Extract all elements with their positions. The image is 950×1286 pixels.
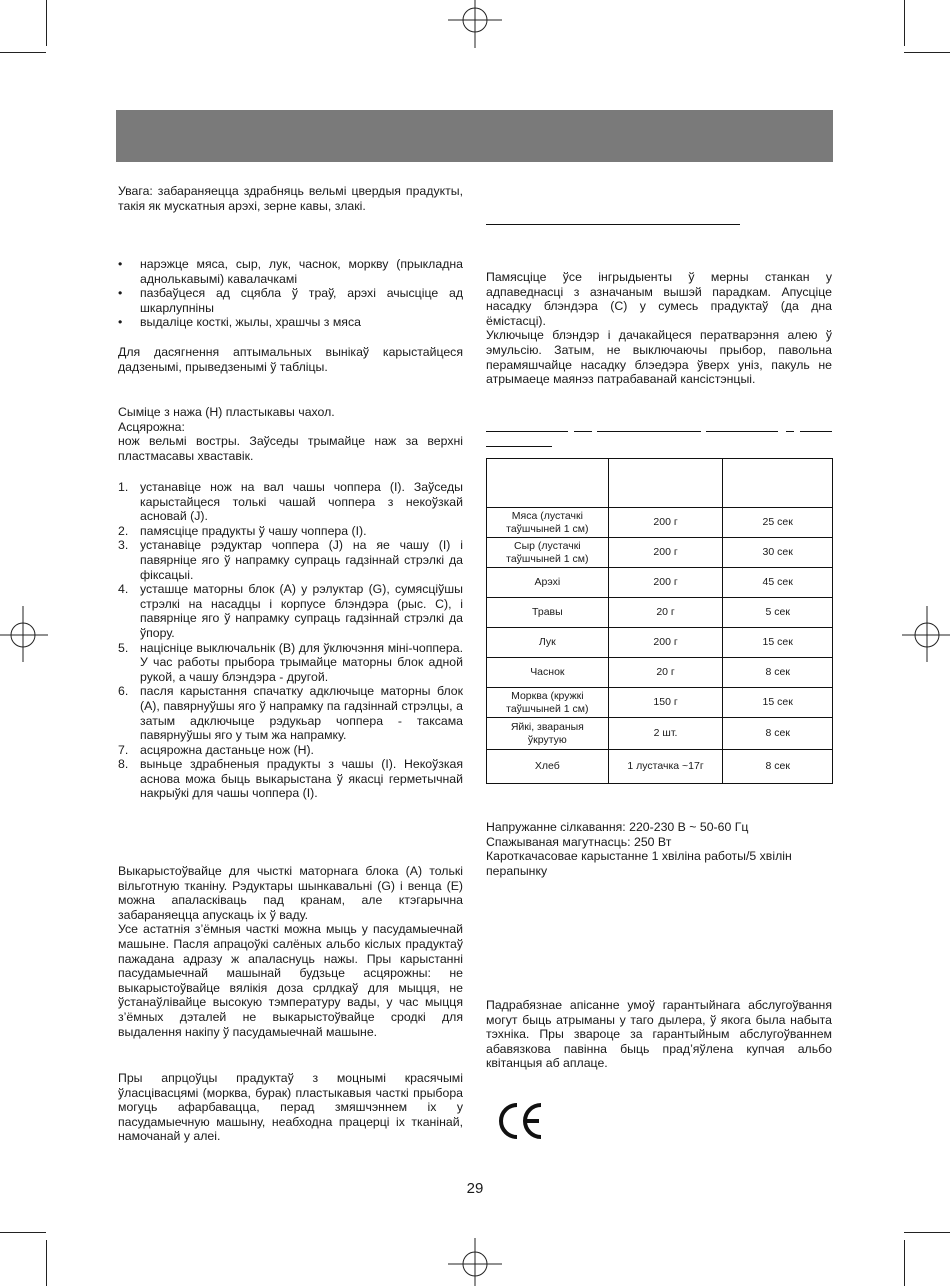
table-cell: 25 сек (723, 508, 833, 538)
table-row (487, 508, 833, 538)
table-cell: 200 г (608, 568, 723, 598)
warranty-section (486, 998, 832, 1071)
crop-mark (904, 1232, 950, 1233)
table-cell: Лук (487, 628, 609, 658)
registration-mark-top (440, 0, 510, 48)
crop-mark (46, 1240, 47, 1286)
chopper-steps (118, 480, 463, 801)
registration-mark-bottom (440, 1238, 510, 1286)
cleaning-text: Выкарыстоўвайце для чысткі маторнага блока (A) толькі вільготную тканіну. Рэдуктары шынкавальні (G) і венца (E) можна апаласківаць пад кранам, але ктэгарычна забараняецца апускаць іх ў ваду. (118, 864, 463, 922)
staining-note (118, 1071, 463, 1144)
duty-cycle-spec: Кароткачасовае карыстанне 1 хвіліна работы/5 хвілін перапынку (486, 849, 792, 878)
table-cell: Хлеб (487, 750, 609, 784)
step-text: устанавіце нож на вал чашы чоппера (I). Заўседы карыстайцеся толькі чашай чоппера з некоўзкай асновай (J). (140, 480, 463, 524)
list-item (118, 743, 463, 758)
list-item (118, 684, 463, 742)
table-cell: Яйкі, звараныя ўкрутую (487, 718, 609, 750)
table-cell: 8 сек (723, 750, 833, 784)
list-item (118, 480, 463, 524)
table-cell: Арэхі (487, 568, 609, 598)
step-number: 2. (118, 523, 129, 538)
ce-mark-icon (497, 1101, 545, 1141)
step-text: націсніце выключальнік (B) для ўключэння міні-чоппера. У час работы прыбора трымайце маторны блок адной рукой, а чашу блэндэра - другой. (140, 640, 463, 684)
left-column (118, 184, 463, 213)
step-number: 5. (118, 640, 129, 655)
table-cell: Часнок (487, 658, 609, 688)
table-reference (118, 345, 463, 374)
table-row (487, 718, 833, 750)
table-row (487, 750, 833, 784)
table-cell: Травы (487, 598, 609, 628)
caution-label: Асцярожна: (118, 419, 185, 434)
step-text: устанавіце рэдуктар чоппера (J) на яе чашу (I) і павярніце яго ў напрамку супраць гадзіннай стрэлкі да фіксацыі. (140, 538, 463, 582)
technical-specs (486, 820, 846, 878)
section-rule (786, 431, 794, 432)
list-item: • выдаліце косткі, жылы, хрaшчы з мяса (118, 315, 463, 330)
mix-step-text: Памясціце ўсе інгрыдыенты ў мерны станкан у адпаведнасці з азначаным вышэй парадкам. Апусціце насадку блэндэра (C) у сумесь прадуктаў (да дна ёмістасці). (486, 270, 832, 328)
table-header-cell (487, 459, 609, 508)
crop-mark (904, 1240, 905, 1286)
table-header-row (487, 459, 833, 508)
caution-text: нож вельмі востры. Заўседы трымайце наж за верхні пластмасавы хваставік. (118, 434, 463, 463)
registration-mark-right (902, 598, 950, 668)
registration-mark-left (0, 598, 48, 668)
table-cell: 45 сек (723, 568, 833, 598)
step-number: 6. (118, 684, 129, 699)
table-cell: 8 сек (723, 658, 833, 688)
table-header-cell (608, 459, 723, 508)
table-cell: 200 г (608, 628, 723, 658)
table-row (487, 658, 833, 688)
table-row (487, 598, 833, 628)
list-item (118, 641, 463, 685)
list-item: • нарэжце мяса, сыр, лук, часнок, моркву (прыкладна аднолькавымі) кавалачкамі (118, 257, 463, 286)
table-cell: 200 г (608, 538, 723, 568)
hard-products-warning: Увага: забараняецца здрабняць вельмі цвердыя прадукты, такія як мускатныя арэхі, зерне кавы, злакі. (118, 184, 463, 213)
section-rule (486, 431, 568, 432)
header-bar (116, 110, 833, 162)
cleaning-section (118, 864, 463, 1039)
table-header-cell (723, 459, 833, 508)
table-cell: 8 сек (723, 718, 833, 750)
section-rule (800, 431, 832, 432)
crop-mark (904, 0, 905, 46)
step-text: выньце здрабненыя прадукты з чашы (I). Некоўзкая аснова можа быць выкарыстана ў якасці герметычнай накрыўкі для чашы чоппера (I). (140, 757, 463, 801)
table-cell: 200 г (608, 508, 723, 538)
staining-text: Пры апрцоўцы прадуктаў з моцнымі красячымі ўласцівасцямі (морква, бурак) пластыкавыя часткі прыбора могуць афарбавацца, перад змяшчэннем іх у пасудамыечную машыну, неабходна працерці іх тканінай, намочанай у алеі. (118, 1071, 463, 1144)
table-reference-text: Для дасягнення аптымальных вынікаў карыстайцеся дадзенымі, прыведзенымі ў табліцы. (118, 345, 463, 374)
page-number: 29 (466, 1180, 484, 1197)
table-cell: 5 сек (723, 598, 833, 628)
step-number: 4. (118, 582, 129, 597)
table-cell: 15 сек (723, 628, 833, 658)
table-cell: 30 сек (723, 538, 833, 568)
table-cell: Сыр (лустачкі таўшчыней 1 см) (487, 538, 609, 568)
voltage-spec: Напружанне сілкавання: 220-230 В ~ 50-60 Гц (486, 820, 749, 834)
crop-mark (0, 52, 46, 53)
table-cell: 20 г (608, 598, 723, 628)
table-cell: 150 г (608, 688, 723, 718)
table-cell: 20 г (608, 658, 723, 688)
crop-mark (904, 52, 950, 53)
table-row (487, 688, 833, 718)
table-cell: Морква (кружкі таўшчыней 1 см) (487, 688, 609, 718)
section-rule (706, 431, 778, 432)
table-cell: 15 сек (723, 688, 833, 718)
processing-table (486, 458, 833, 784)
mayonnaise-instructions (486, 270, 832, 387)
dishwasher-text: Усе астатнія з’ёмныя часткі можна мыць у пасудамыечнай машыне. Пасля апрацоўкі салёных альбо кіслых прадуктаў пажадана адразу ж апаласнуць нажы. Пры карыстанні пасудамыечнай машынай будзьце асцярожны: не выкарыстоўвайце вялікія доза срлдкаў для мыцця, не ўстанаўлівайце высокую тэмпературу вады, у час мыцця з’ёмных дэталей не выкарыстоўвайце сродкі для выдалення накіпу ў пасудамыечнай машыне. (118, 922, 463, 1039)
list-item: • пазбаўцеся ад сцябла ў траў, арэхі ачысціце ад шкарлупніны (118, 286, 463, 315)
warranty-text: Падрабязнае апісанне умоў гарантыйнага абслугоўвання могут быць атрыманы у таго дылера, ў якога была набыта тэхніка. Пры звароце за гарантыйным абслугоўваннем абавязкова павінна быць прад’яўлена купчая альбо квітанцыя аб аплаце. (486, 998, 832, 1071)
list-item (118, 524, 463, 539)
section-rule (597, 431, 701, 432)
step-text: усташце маторны блок (A) у рэлуктар (G), сумясціўшы стрэлкі на насадцы і корпусе блэндэра (рыс. C), і павярніце яго ў напрамку супраць гадзіннай стрэлкі да ўпору. (140, 582, 463, 640)
step-number: 1. (118, 480, 129, 494)
list-item (118, 582, 463, 640)
power-spec: Спажываная магутнасць: 250 Вт (486, 834, 672, 849)
table-cell: 1 лустачка ~17г (608, 750, 723, 784)
mix-step-text: Уключыце блэндэр і дачакайцеся ператварэння алею ў эмульсію. Затым, не выключаючы прыбор, павольна перамяшчайце насадку блэедэра ўверх уніз, пакуль не атрымаеце маянэз патрабаванай кансістэнцыі. (486, 328, 832, 387)
step-text: пасля карыстання спачатку адключыце маторны блок (A), павярнуўшы яго ў напрамку па гадзіннай стрэлцы, а затым адключыце рэдукьар чоппера - таксама павярнуўшы яго у тым жа напрамку. (140, 684, 463, 743)
step-text: асцярожна дастаньце нож (H). (140, 742, 314, 757)
section-rule (486, 224, 740, 225)
crop-mark (0, 1232, 46, 1233)
table-row (487, 568, 833, 598)
preparation-list (118, 257, 463, 330)
step-number: 3. (118, 538, 129, 553)
blade-caution (118, 405, 463, 463)
step-number: 8. (118, 757, 129, 772)
table-cell: Мяса (лустачкі таўшчыней 1 см) (487, 508, 609, 538)
step-number: 7. (118, 742, 129, 757)
list-item (118, 538, 463, 582)
list-item (118, 757, 463, 801)
cover-instruction: Сыміце з нажа (H) пластыкавы чахол. (118, 405, 335, 419)
step-text: памясціце прадукты ў чашу чоппера (I). (140, 523, 367, 538)
table-row (487, 628, 833, 658)
table-row (487, 538, 833, 568)
table-cell: 2 шт. (608, 718, 723, 750)
crop-mark (46, 0, 47, 46)
section-rule (486, 446, 552, 447)
section-rule (574, 431, 592, 432)
